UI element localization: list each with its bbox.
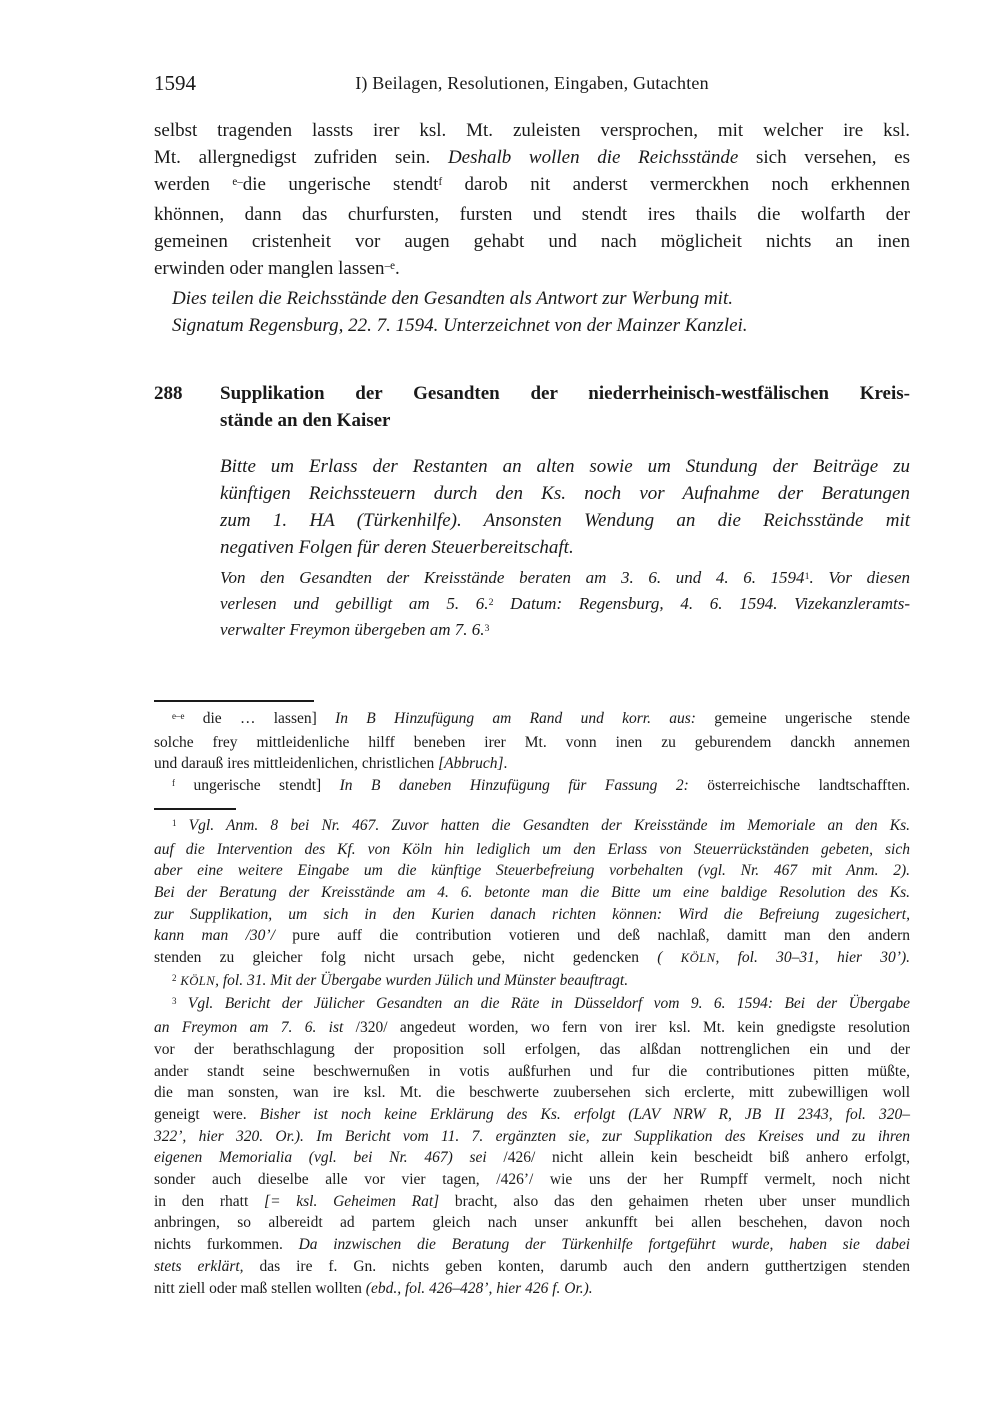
text-segment: pure auff die contribution votieren und deß nachlaß, damitt man den andern [274, 927, 910, 945]
text-line [220, 566, 910, 592]
text-segment: vor der berathschlagung der proposition soll erfolgen, das alßdan nottrenglichen ein und der [154, 1040, 910, 1058]
text-line [220, 507, 910, 534]
dispositio-note [154, 285, 910, 339]
text-segment: werden [154, 174, 233, 195]
text-line [154, 753, 910, 775]
text-line [154, 171, 910, 201]
text-segment: anbringen, so albereidt ad partem gleich nach unser ankunfft bei allen beschehen, davon noch [154, 1214, 910, 1232]
text-segment: sich versehen, es [738, 147, 910, 168]
text-segment: Bei der Beratung der Kreisstände am 4. 6. betonte man die Bitte um eine baldige Resolution des Ks. [154, 883, 910, 901]
text-line [154, 839, 910, 861]
text-segment: stets erklärt, [154, 1257, 244, 1275]
text-segment: Dies teilen die Reichsstände den Gesandten als Antwort zur Werbung mit. [172, 288, 733, 309]
text-segment: [= ksl. Geheimen Rat] [264, 1192, 440, 1210]
text-segment: Signatum Regensburg, 22. 7. 1594. Unterzeichnet von der Mainzer Kanzlei. [172, 315, 748, 336]
variant-note-e [154, 708, 910, 775]
text-segment: nichts furkommen. [154, 1236, 299, 1254]
page-number: 1594 [154, 71, 196, 95]
text-segment: stenden zu gleicher folg nicht ursach gebe, nicht gedencken [154, 949, 658, 967]
entry-288-heading [154, 380, 910, 434]
text-segment: negativen Folgen für deren Steuerbereitschaft. [220, 537, 574, 558]
variant-note-f [154, 775, 910, 799]
entry-title [220, 380, 910, 434]
text-line [154, 1061, 910, 1083]
text-segment: Bitte um Erlass der Restanten an alten sowie um Stundung der Beiträge zu [220, 456, 910, 477]
text-line [154, 1017, 910, 1039]
text-segment: sonder auch dieselbe alle vor vier tagen, /426’/ wie uns der her Rumpff vermelt, noch nicht [154, 1171, 910, 1189]
superscript-mark: 1 [172, 817, 177, 828]
text-line [154, 117, 910, 144]
footnote-divider [154, 808, 236, 810]
text-segment: die … lassen] [184, 710, 336, 727]
text-segment: das ire f. Gn. nichts geben konten, darumb auch den andern gutthertzigen stenden [243, 1257, 910, 1275]
superscript-mark: 2 [172, 972, 177, 983]
text-segment: verwalter Freymon übergeben am 7. 6. [220, 620, 485, 639]
text-line [154, 1082, 910, 1104]
text-segment: aber eine weitere Eingabe um die künftige Steuerbefreiung vorbehalten (vgl. Nr. 467 mit Anm. 2). [154, 862, 910, 880]
footnote-3 [154, 993, 910, 1299]
text-segment: 322’, hier 320. Or.). Im Bericht vom 11. 7. ergänzten sie, zur Supplikation des Kreises und zu ihren [154, 1127, 910, 1145]
text-line [154, 815, 910, 839]
text-segment: . Vor diesen [809, 568, 911, 587]
text-segment: die man sonsten, wan ire ksl. Mt. die beschwerte zuubersehen sich erclerte, mitt zubewilligen woll [154, 1084, 910, 1102]
text-line [220, 592, 910, 618]
text-segment: Vgl. Bericht der Jülicher Gesandten an die Räte in Düsseldorf vom 9. 6. 1594: Bei der Übergabe [176, 995, 910, 1013]
text-segment: . [503, 755, 508, 773]
text-line [220, 407, 910, 434]
text-line [154, 1191, 910, 1213]
text-line [154, 1212, 910, 1234]
text-line [154, 904, 910, 926]
text-line [154, 1169, 910, 1191]
text-segment: selbst tragenden lassts irer ksl. Mt. zuleisten versprochen, mit welcher ire ksl. [154, 120, 910, 141]
text-segment: eigenen Memorialia (vgl. bei Nr. 467) sei [154, 1149, 487, 1167]
text-segment: Mt. allergnedigst zufriden sein. [154, 147, 448, 168]
text-segment: KÖLN [180, 973, 216, 988]
text-line [154, 732, 910, 754]
text-segment: stände an den Kaiser [220, 410, 391, 431]
text-segment: an Freymon am 7. 6. ist [154, 1019, 344, 1037]
text-segment: (ebd., fol. 426–428’, hier 426 f. Or.). [365, 1279, 593, 1297]
continuation-paragraph [154, 117, 910, 285]
text-segment: Datum: Regensburg, 4. 6. 1594. Vizekanzleramts- [493, 594, 911, 613]
text-line [220, 380, 910, 407]
text-line [154, 1256, 910, 1278]
text-segment: Da inzwischen die Beratung der Türkenhilfe fortgeführt wurde, haben sie dabei [298, 1236, 911, 1254]
text-line [154, 708, 910, 732]
text-segment: Vgl. Anm. 8 bei Nr. 467. Zuvor hatten die Gesandten der Kreisstände im Memoriale an den Ks. [176, 816, 910, 834]
entry-protocol-note [220, 566, 910, 644]
text-segment: künftigen Reichssteuern durch den Ks. noch vor Aufnahme der Beratungen [220, 483, 910, 504]
text-line [154, 947, 910, 970]
text-segment: , fol. 30–31, hier 30’). [715, 949, 911, 967]
text-segment: ander standt seine beschwernußen in votis außfurhen und fur die contributiones pitten müßte, [154, 1062, 910, 1080]
text-segment: und darauß ires mittleidenlichen, christlichen [154, 755, 439, 773]
superscript-mark: 1 [804, 570, 810, 582]
text-line [154, 228, 910, 255]
text-segment: In B daneben Hinzufügung für Fassung 2: [339, 777, 689, 795]
text-segment: darob nit anderst vermerckhen noch erkhennen [442, 174, 910, 195]
superscript-mark: e–e [172, 710, 185, 721]
text-segment: /320/ angedeut worden, wo fern von irer ksl. Mt. kein gnedigste resolution [343, 1019, 910, 1037]
running-header [154, 70, 910, 97]
text-line [154, 1126, 910, 1148]
text-segment: solche frey mittleidenliche hilff beneben irer Mt. vonn inen zu geburendem danckh annemen [154, 733, 910, 751]
text-segment: . [394, 258, 400, 279]
text-segment: auf die Intervention des Kf. von Köln hin lediglich um den Erlass von Steuerrückständen gebeten, sich [154, 840, 910, 858]
text-segment: österreichische landtschafften. [688, 777, 910, 795]
text-segment: erwinden oder manglen lassen [154, 258, 385, 279]
text-line [154, 925, 910, 947]
entry-summary [220, 453, 910, 561]
text-line [220, 453, 910, 480]
variant-apparatus [154, 708, 910, 799]
text-line [154, 1147, 910, 1169]
superscript-mark: e– [232, 176, 243, 189]
text-segment: khönnen, dann das churfursten, fursten und stendt ires thails die wolfarth der [154, 204, 910, 225]
text-segment: gemeine ungerische stende [695, 710, 910, 727]
text-segment: , fol. 31. Mit der Übergabe wurden Jülich und Münster beauftragt. [215, 971, 629, 989]
text-segment: KÖLN [680, 951, 716, 966]
text-segment: die ungerische stendt [242, 174, 439, 195]
text-segment: in den rhatt [154, 1192, 265, 1210]
text-segment: nitt ziell oder maß stellen wollten [154, 1279, 366, 1297]
text-segment: zur Supplikation, um sich in den Kurien danach richten können: Wird die Befreiung zugesichert, [154, 905, 910, 923]
text-segment: Bisher ist noch keine Erklärung des Ks. erfolgt (LAV NRW R, JB II 2343, fol. 320– [259, 1105, 910, 1123]
text-line [154, 1234, 910, 1256]
text-segment: Supplikation der Gesandten der niederrheinisch-westfälischen Kreis- [220, 383, 910, 404]
text-line [154, 1039, 910, 1061]
text-line [220, 534, 910, 561]
text-segment: gemeinen cristenheit vor augen gehabt und nach möglicheit nichts an inen [154, 231, 910, 252]
text-segment: Deshalb wollen die Reichsstände [447, 147, 739, 168]
superscript-mark: f [438, 176, 443, 189]
text-line [154, 255, 910, 285]
text-segment: Von den Gesandten der Kreisstände beraten am 3. 6. und 4. 6. 1594 [220, 568, 805, 587]
entry-number: 288 [154, 383, 183, 404]
superscript-mark: 3 [484, 622, 490, 634]
text-segment: ( [657, 949, 681, 967]
text-line [154, 993, 910, 1017]
text-segment: zum 1. HA (Türkenhilfe). Ansonsten Wendung an die Reichsstände mit [220, 510, 910, 531]
text-line [154, 882, 910, 904]
text-segment: [Abbruch] [438, 755, 504, 773]
text-segment: /426/ nicht allein kein bescheidt biß anhero erfolgt, [486, 1149, 911, 1167]
footnote-2 [154, 970, 910, 994]
running-title: I) Beilagen, Resolutionen, Eingaben, Gutachten [355, 73, 709, 93]
text-segment: geneigt were. [154, 1105, 260, 1123]
text-line [154, 775, 910, 799]
footnote-apparatus [154, 815, 910, 1299]
superscript-mark: 2 [488, 596, 494, 608]
text-line [172, 312, 910, 339]
superscript-mark: –e [384, 260, 395, 273]
text-segment: In B Hinzufügung am Rand und korr. aus: [335, 710, 696, 727]
text-line [220, 480, 910, 507]
superscript-mark: 3 [172, 996, 177, 1007]
variant-apparatus-divider [154, 700, 314, 702]
text-line [154, 1278, 910, 1300]
text-line [220, 618, 910, 644]
text-line [172, 285, 910, 312]
text-segment: verlesen und gebilligt am 5. 6. [220, 594, 489, 613]
text-segment: bracht, also das den gehaimen rheten uber unser mundlich [439, 1192, 910, 1210]
text-line [154, 970, 910, 994]
text-segment: kann man /30’/ [154, 927, 275, 945]
text-line [154, 144, 910, 171]
text-line [154, 1104, 910, 1126]
superscript-mark: f [172, 778, 175, 789]
text-line [154, 860, 910, 882]
footnote-1 [154, 815, 910, 970]
text-segment: ungerische stendt] [175, 777, 340, 795]
text-column [154, 0, 910, 1299]
text-line [154, 201, 910, 228]
